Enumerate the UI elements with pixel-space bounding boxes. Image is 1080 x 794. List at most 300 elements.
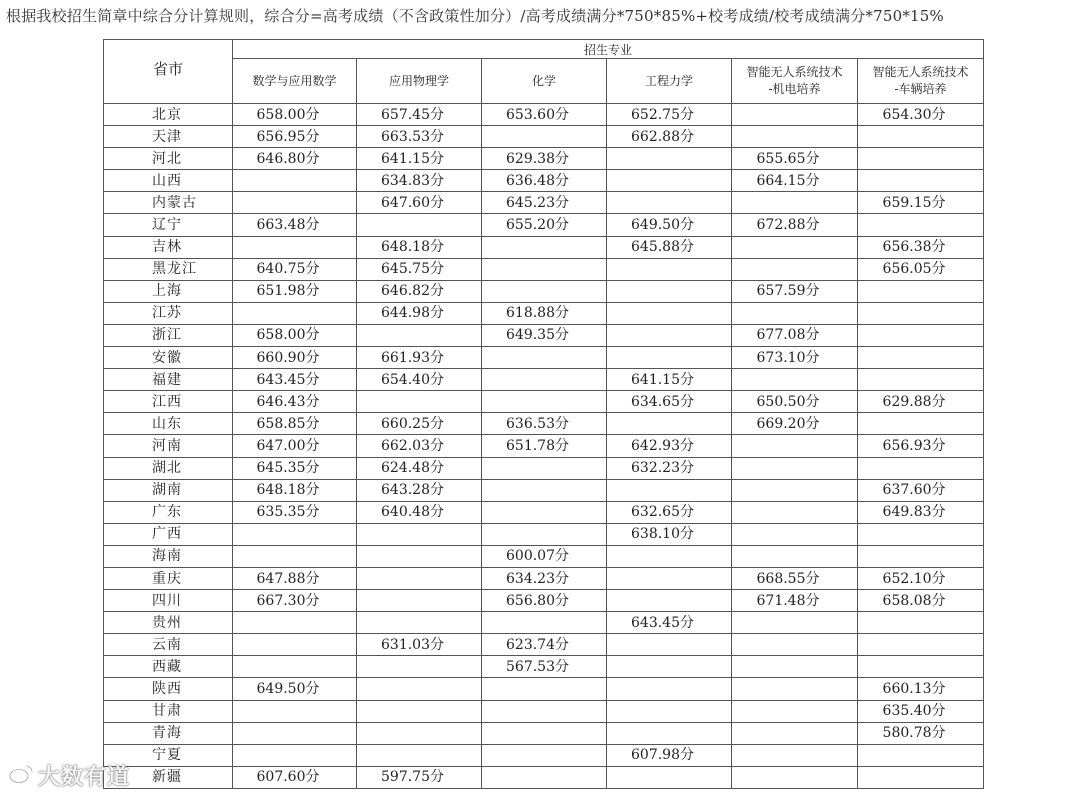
score-value: 660.90分 (256, 349, 320, 366)
column-header-line: -车辆培养 (894, 82, 947, 96)
score-cell (607, 302, 732, 324)
score-value: 640.75分 (256, 261, 320, 278)
score-cell (233, 545, 357, 567)
score-value: 647.00分 (256, 437, 320, 454)
score-cell (233, 214, 357, 236)
score-value: 645.23分 (506, 194, 569, 211)
score-cell (858, 744, 984, 766)
table-row (104, 104, 984, 126)
score-value: 645.75分 (381, 261, 444, 278)
score-cell (607, 347, 732, 369)
score-cell (357, 722, 482, 744)
score-cell (233, 567, 357, 589)
score-cell (607, 324, 732, 346)
table-row (104, 324, 984, 346)
score-value: 623.74分 (506, 636, 569, 653)
score-cell (732, 457, 858, 479)
province-cell: 山东 (104, 413, 233, 435)
province-cell: 福建 (104, 369, 233, 391)
province-cell: 黑龙江 (104, 258, 233, 280)
score-cell (607, 457, 732, 479)
score-cell (482, 501, 607, 523)
score-cell (732, 280, 858, 302)
score-value: 664.15分 (756, 172, 820, 189)
score-cell (607, 280, 732, 302)
score-cell (858, 479, 984, 501)
table-row (104, 722, 984, 744)
province-cell: 湖南 (104, 479, 233, 501)
major-group-header: 招生专业 (233, 40, 984, 59)
score-value: 636.53分 (506, 415, 569, 432)
score-cell (357, 258, 482, 280)
score-value: 659.15分 (882, 194, 946, 211)
score-cell (233, 634, 357, 656)
score-cell (607, 656, 732, 678)
score-cell (233, 192, 357, 214)
score-cell (357, 545, 482, 567)
score-cell (482, 170, 607, 192)
score-cell (357, 766, 482, 788)
score-cell (732, 302, 858, 324)
column-header (357, 59, 482, 104)
score-cell (233, 590, 357, 612)
score-value: 632.65分 (631, 504, 694, 521)
province-cell: 新疆 (104, 766, 233, 788)
score-cell (482, 700, 607, 722)
score-cell (732, 700, 858, 722)
score-cell (607, 369, 732, 391)
score-cell (233, 435, 357, 457)
score-value: 635.40分 (882, 703, 946, 720)
score-cell (858, 369, 984, 391)
score-value: 624.48分 (381, 460, 444, 477)
province-cell: 甘肃 (104, 700, 233, 722)
score-cell (858, 567, 984, 589)
score-cell (233, 369, 357, 391)
score-cell (732, 678, 858, 700)
score-value: 662.88分 (631, 128, 694, 145)
score-cell (607, 744, 732, 766)
score-cell (357, 590, 482, 612)
score-cell (357, 369, 482, 391)
score-value: 668.55分 (756, 570, 820, 587)
table-row (104, 258, 984, 280)
score-cell (482, 766, 607, 788)
score-cell (233, 258, 357, 280)
province-cell: 江苏 (104, 302, 233, 324)
score-cell (482, 523, 607, 545)
score-value: 658.00分 (256, 327, 320, 344)
score-cell (732, 435, 858, 457)
score-cell (233, 722, 357, 744)
column-header (858, 59, 984, 104)
score-cell (482, 369, 607, 391)
score-cell (482, 634, 607, 656)
score-cell (482, 457, 607, 479)
score-cell (233, 280, 357, 302)
score-cell (482, 192, 607, 214)
score-cell (732, 391, 858, 413)
score-value: 644.98分 (381, 305, 444, 322)
score-value: 643.28分 (381, 482, 444, 499)
score-cell (732, 634, 858, 656)
score-cell (482, 435, 607, 457)
table-row (104, 214, 984, 236)
score-cell (233, 413, 357, 435)
score-cell (607, 479, 732, 501)
table-row (104, 236, 984, 258)
score-value: 671.48分 (756, 592, 820, 609)
score-value: 650.50分 (756, 393, 820, 410)
score-table (103, 39, 984, 789)
score-value: 655.20分 (506, 217, 569, 234)
column-header-line: 智能无人系统技术 (872, 65, 969, 79)
province-cell: 天津 (104, 126, 233, 148)
score-cell (482, 126, 607, 148)
score-cell (858, 170, 984, 192)
column-header (482, 59, 607, 104)
score-cell (607, 567, 732, 589)
score-cell (233, 700, 357, 722)
score-cell (732, 258, 858, 280)
table-row (104, 678, 984, 700)
table-row (104, 501, 984, 523)
province-cell: 青海 (104, 722, 233, 744)
score-cell (482, 413, 607, 435)
score-cell (357, 413, 482, 435)
score-cell (357, 612, 482, 634)
score-cell (732, 369, 858, 391)
column-header-line: 工程力学 (644, 73, 693, 88)
score-cell (732, 104, 858, 126)
score-cell (482, 324, 607, 346)
table-row (104, 656, 984, 678)
score-cell (233, 391, 357, 413)
score-value: 638.10分 (631, 526, 694, 543)
score-cell (607, 236, 732, 258)
score-cell (357, 126, 482, 148)
column-header-line: 应用物理学 (388, 73, 449, 88)
score-cell (233, 104, 357, 126)
score-cell (357, 634, 482, 656)
score-cell (233, 501, 357, 523)
province-cell: 广东 (104, 501, 233, 523)
score-cell (357, 324, 482, 346)
score-value: 656.05分 (882, 261, 946, 278)
score-cell (482, 391, 607, 413)
score-value: 643.45分 (631, 614, 694, 631)
score-cell (357, 744, 482, 766)
score-value: 597.75分 (381, 769, 444, 786)
score-cell (858, 545, 984, 567)
table-row (104, 126, 984, 148)
score-cell (607, 700, 732, 722)
score-value: 658.00分 (256, 106, 320, 123)
score-cell (732, 126, 858, 148)
province-cell: 河北 (104, 148, 233, 170)
score-value: 641.15分 (631, 371, 694, 388)
province-cell: 西藏 (104, 656, 233, 678)
score-value: 658.08分 (882, 592, 946, 609)
province-cell: 云南 (104, 634, 233, 656)
score-cell (233, 347, 357, 369)
score-value: 677.08分 (756, 327, 820, 344)
score-cell (482, 236, 607, 258)
score-cell (233, 612, 357, 634)
province-cell: 山西 (104, 170, 233, 192)
table-row (104, 347, 984, 369)
score-value: 607.98分 (631, 747, 694, 764)
score-cell (607, 634, 732, 656)
score-value: 660.13分 (882, 680, 946, 697)
score-cell (858, 192, 984, 214)
score-cell (482, 214, 607, 236)
score-cell (858, 656, 984, 678)
column-header-line: 化学 (531, 73, 556, 88)
table-row (104, 634, 984, 656)
score-value: 629.88分 (882, 393, 946, 410)
score-value: 607.60分 (256, 769, 320, 786)
score-cell (357, 104, 482, 126)
score-value: 661.93分 (381, 349, 444, 366)
score-value: 652.75分 (631, 106, 694, 123)
score-cell (858, 766, 984, 788)
score-cell (607, 413, 732, 435)
score-value: 667.30分 (256, 592, 320, 609)
score-cell (482, 104, 607, 126)
province-cell: 四川 (104, 590, 233, 612)
score-cell (233, 126, 357, 148)
score-value: 646.82分 (381, 283, 444, 300)
score-value: 637.60分 (882, 482, 946, 499)
score-cell (607, 104, 732, 126)
score-value: 656.93分 (882, 437, 946, 454)
score-cell (607, 678, 732, 700)
score-cell (233, 479, 357, 501)
table-row (104, 413, 984, 435)
score-cell (233, 148, 357, 170)
table-row (104, 612, 984, 634)
score-value: 663.53分 (381, 128, 444, 145)
province-header: 省市 (104, 40, 233, 104)
score-cell (607, 722, 732, 744)
score-cell (482, 280, 607, 302)
score-value: 649.83分 (882, 504, 946, 521)
score-cell (732, 766, 858, 788)
table-row (104, 479, 984, 501)
score-cell (858, 634, 984, 656)
score-cell (732, 324, 858, 346)
table-row (104, 567, 984, 589)
province-cell: 吉林 (104, 236, 233, 258)
score-cell (357, 700, 482, 722)
score-cell (482, 258, 607, 280)
score-value: 635.35分 (256, 504, 320, 521)
province-cell: 湖北 (104, 457, 233, 479)
score-cell (607, 148, 732, 170)
table-row (104, 523, 984, 545)
score-cell (357, 170, 482, 192)
score-cell (858, 501, 984, 523)
score-value: 636.48分 (506, 172, 569, 189)
score-value: 672.88分 (756, 217, 820, 234)
score-cell (607, 612, 732, 634)
table-row (104, 457, 984, 479)
score-cell (858, 236, 984, 258)
score-value: 663.48分 (256, 217, 320, 234)
score-cell (482, 678, 607, 700)
score-cell (482, 479, 607, 501)
score-cell (233, 678, 357, 700)
column-header-line: 数学与应用数学 (252, 73, 337, 88)
score-value: 643.45分 (256, 371, 320, 388)
score-cell (357, 148, 482, 170)
score-cell (357, 523, 482, 545)
score-cell (357, 501, 482, 523)
score-value: 618.88分 (506, 305, 569, 322)
score-cell (357, 280, 482, 302)
score-cell (233, 170, 357, 192)
score-cell (732, 612, 858, 634)
score-cell (732, 214, 858, 236)
score-value: 657.59分 (756, 283, 820, 300)
watermark-text: 大数有道 (38, 765, 131, 790)
score-cell (357, 214, 482, 236)
score-value: 629.38分 (506, 150, 569, 167)
province-cell: 上海 (104, 280, 233, 302)
score-cell (607, 501, 732, 523)
score-cell (357, 457, 482, 479)
score-value: 580.78分 (882, 725, 946, 742)
table-row (104, 435, 984, 457)
score-value: 673.10分 (756, 349, 820, 366)
province-cell: 陕西 (104, 678, 233, 700)
column-header (607, 59, 732, 104)
score-cell (482, 612, 607, 634)
score-value: 649.50分 (631, 217, 694, 234)
score-cell (482, 722, 607, 744)
score-cell (233, 656, 357, 678)
score-cell (858, 302, 984, 324)
score-value: 646.43分 (256, 393, 320, 410)
score-cell (607, 545, 732, 567)
score-cell (858, 148, 984, 170)
score-cell (482, 656, 607, 678)
score-cell (732, 567, 858, 589)
score-value: 656.38分 (882, 239, 946, 256)
score-cell (858, 126, 984, 148)
score-value: 654.40分 (381, 371, 444, 388)
table-row (104, 766, 984, 788)
score-value: 647.60分 (381, 194, 444, 211)
table-row (104, 280, 984, 302)
score-cell (858, 678, 984, 700)
score-cell (357, 567, 482, 589)
score-value: 653.60分 (506, 106, 569, 123)
score-value: 646.80分 (256, 150, 320, 167)
score-cell (858, 413, 984, 435)
score-cell (858, 700, 984, 722)
score-cell (357, 479, 482, 501)
score-value: 655.65分 (756, 150, 820, 167)
score-cell (732, 656, 858, 678)
column-header (233, 59, 357, 104)
score-value: 658.85分 (256, 415, 320, 432)
score-cell (732, 744, 858, 766)
province-cell: 宁夏 (104, 744, 233, 766)
score-cell (732, 413, 858, 435)
province-cell: 北京 (104, 104, 233, 126)
score-value: 640.48分 (381, 504, 444, 521)
score-value: 645.88分 (631, 239, 694, 256)
score-value: 634.83分 (381, 172, 444, 189)
score-cell (482, 744, 607, 766)
score-cell (233, 457, 357, 479)
score-cell (858, 590, 984, 612)
score-cell (858, 722, 984, 744)
score-cell (607, 192, 732, 214)
table-row (104, 369, 984, 391)
score-cell (607, 126, 732, 148)
score-value: 648.18分 (256, 482, 320, 499)
province-cell: 海南 (104, 545, 233, 567)
score-cell (858, 435, 984, 457)
column-header-line: 智能无人系统技术 (746, 65, 843, 79)
score-cell (357, 192, 482, 214)
score-value: 651.78分 (506, 437, 569, 454)
table-row (104, 590, 984, 612)
table-row (104, 545, 984, 567)
table-body (104, 104, 984, 789)
province-cell: 浙江 (104, 324, 233, 346)
score-cell (607, 258, 732, 280)
score-cell (858, 258, 984, 280)
score-cell (858, 214, 984, 236)
column-header-row (104, 59, 984, 104)
score-cell (233, 523, 357, 545)
province-cell: 安徽 (104, 347, 233, 369)
province-cell: 河南 (104, 435, 233, 457)
score-cell (732, 590, 858, 612)
score-value: 634.65分 (631, 393, 694, 410)
score-cell (482, 567, 607, 589)
score-value: 651.98分 (256, 283, 320, 300)
table-row (104, 700, 984, 722)
table-row (104, 170, 984, 192)
score-cell (482, 302, 607, 324)
score-cell (357, 678, 482, 700)
score-cell (732, 722, 858, 744)
score-value: 654.30分 (882, 106, 946, 123)
score-value: 656.80分 (506, 592, 569, 609)
score-cell (732, 479, 858, 501)
score-cell (858, 457, 984, 479)
table-header (104, 40, 984, 104)
province-cell: 重庆 (104, 567, 233, 589)
score-value: 642.93分 (631, 437, 694, 454)
score-cell (607, 170, 732, 192)
score-cell (357, 656, 482, 678)
score-cell (858, 523, 984, 545)
table-row (104, 302, 984, 324)
score-cell (233, 324, 357, 346)
score-cell (607, 214, 732, 236)
score-value: 657.45分 (381, 106, 444, 123)
score-cell (858, 280, 984, 302)
score-cell (732, 170, 858, 192)
score-value: 634.23分 (506, 570, 569, 587)
score-cell (858, 324, 984, 346)
